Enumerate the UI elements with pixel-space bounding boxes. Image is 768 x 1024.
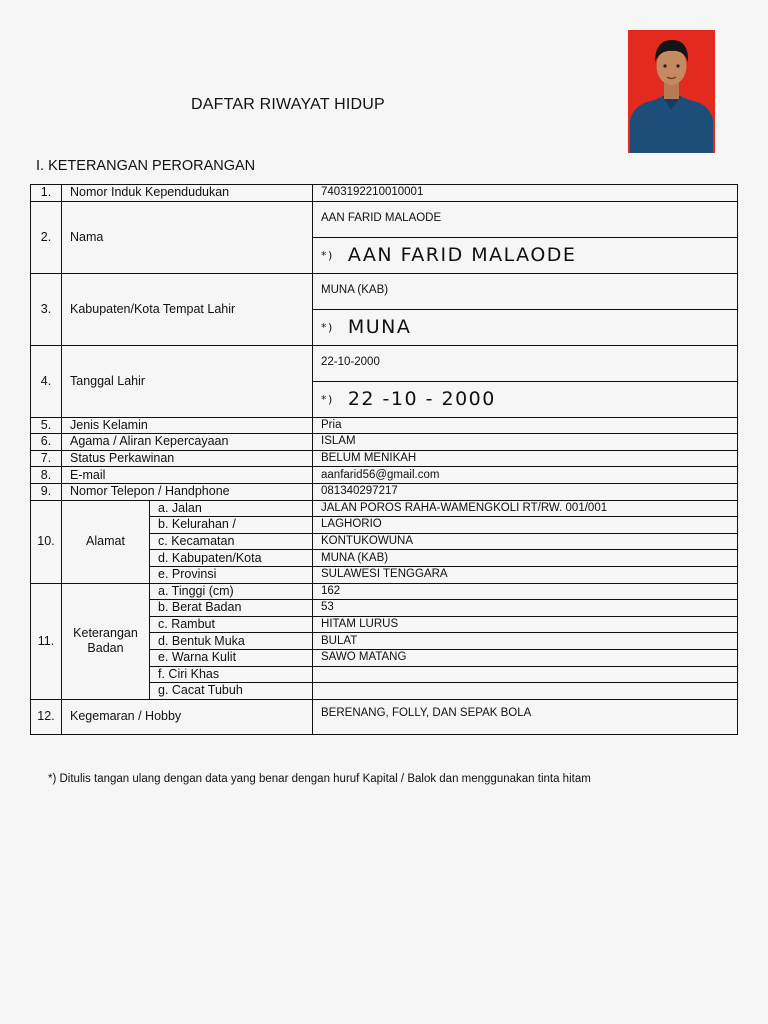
table-row [31,583,738,600]
row-number: 4. [31,345,62,417]
handwritten-text: 22 -10 - 2000 [347,387,496,410]
row-number: 5. [31,417,62,434]
field-label: Nomor Telepon / Handphone [62,483,313,500]
field-label: Nomor Induk Kependudukan [62,185,313,202]
field-label: Keterangan Badan [62,583,150,699]
table-row [31,699,738,734]
field-label: Status Perkawinan [62,450,313,467]
section-heading: I. KETERANGAN PERORANGAN [36,158,256,174]
sub-field-label: b. Kelurahan / [150,517,313,534]
handwritten-text: MUNA [347,315,412,338]
row-number: 3. [31,273,62,345]
field-label: Nama [62,201,313,273]
table-row [31,201,738,237]
handwritten-value [313,381,738,417]
field-label: Jenis Kelamin [62,417,313,434]
field-label: Tanggal Lahir [62,345,313,417]
field-value: HITAM LURUS [313,616,738,633]
field-value: AAN FARID MALAODE [313,201,738,237]
row-number: 2. [31,201,62,273]
field-value: BULAT [313,633,738,650]
row-number: 8. [31,467,62,484]
sub-field-label: a. Tinggi (cm) [150,583,313,600]
footnote: *) Ditulis tangan ulang dengan data yang benar dengan huruf Kapital / Balok dan menggunakan tinta hitam [48,773,591,785]
handwritten-marker: *) [321,320,334,334]
field-label: Agama / Aliran Kepercayaan [62,434,313,451]
table-row [31,185,738,202]
field-value: SULAWESI TENGGARA [313,566,738,583]
person-portrait-icon [628,30,715,153]
field-value [313,683,738,700]
profile-photo [628,30,715,153]
table-row [31,273,738,309]
field-value: aanfarid56@gmail.com [313,467,738,484]
field-value: 081340297217 [313,483,738,500]
sub-field-label: a. Jalan [150,500,313,517]
sub-field-label: e. Provinsi [150,566,313,583]
field-value: LAGHORIO [313,517,738,534]
field-value: 7403192210010001 [313,185,738,202]
field-label: Alamat [62,500,150,583]
field-value: KONTUKOWUNA [313,533,738,550]
row-number: 12. [31,699,62,734]
table-row [31,345,738,381]
field-value: BERENANG, FOLLY, DAN SEPAK BOLA [313,699,738,734]
table-row [31,500,738,517]
handwritten-value [313,309,738,345]
row-number: 7. [31,450,62,467]
handwritten-text: AAN FARID MALAODE [347,243,577,266]
field-value: MUNA (KAB) [313,550,738,567]
biodata-table [30,184,738,735]
field-value: 53 [313,600,738,617]
table-row [31,450,738,467]
sub-field-label: f. Ciri Khas [150,666,313,683]
field-value: SAWO MATANG [313,649,738,666]
sub-field-label: b. Berat Badan [150,600,313,617]
field-value: JALAN POROS RAHA-WAMENGKOLI RT/RW. 001/001 [313,500,738,517]
row-number: 10. [31,500,62,583]
row-number: 6. [31,434,62,451]
table-row [31,434,738,451]
handwritten-value [313,237,738,273]
field-value: MUNA (KAB) [313,273,738,309]
table-row [31,417,738,434]
field-label: Kabupaten/Kota Tempat Lahir [62,273,313,345]
field-value: Pria [313,417,738,434]
row-number: 11. [31,583,62,699]
table-row [31,483,738,500]
row-number: 9. [31,483,62,500]
field-value: 162 [313,583,738,600]
document-title: DAFTAR RIWAYAT HIDUP [191,96,385,113]
sub-field-label: e. Warna Kulit [150,649,313,666]
handwritten-marker: *) [321,392,334,406]
sub-field-label: c. Kecamatan [150,533,313,550]
table-row [31,467,738,484]
field-value: 22-10-2000 [313,345,738,381]
row-number: 1. [31,185,62,202]
field-label: E-mail [62,467,313,484]
sub-field-label: d. Bentuk Muka [150,633,313,650]
field-label: Kegemaran / Hobby [62,699,313,734]
sub-field-label: c. Rambut [150,616,313,633]
field-value: BELUM MENIKAH [313,450,738,467]
field-value [313,666,738,683]
sub-field-label: g. Cacat Tubuh [150,683,313,700]
field-value: ISLAM [313,434,738,451]
sub-field-label: d. Kabupaten/Kota [150,550,313,567]
handwritten-marker: *) [321,248,334,262]
